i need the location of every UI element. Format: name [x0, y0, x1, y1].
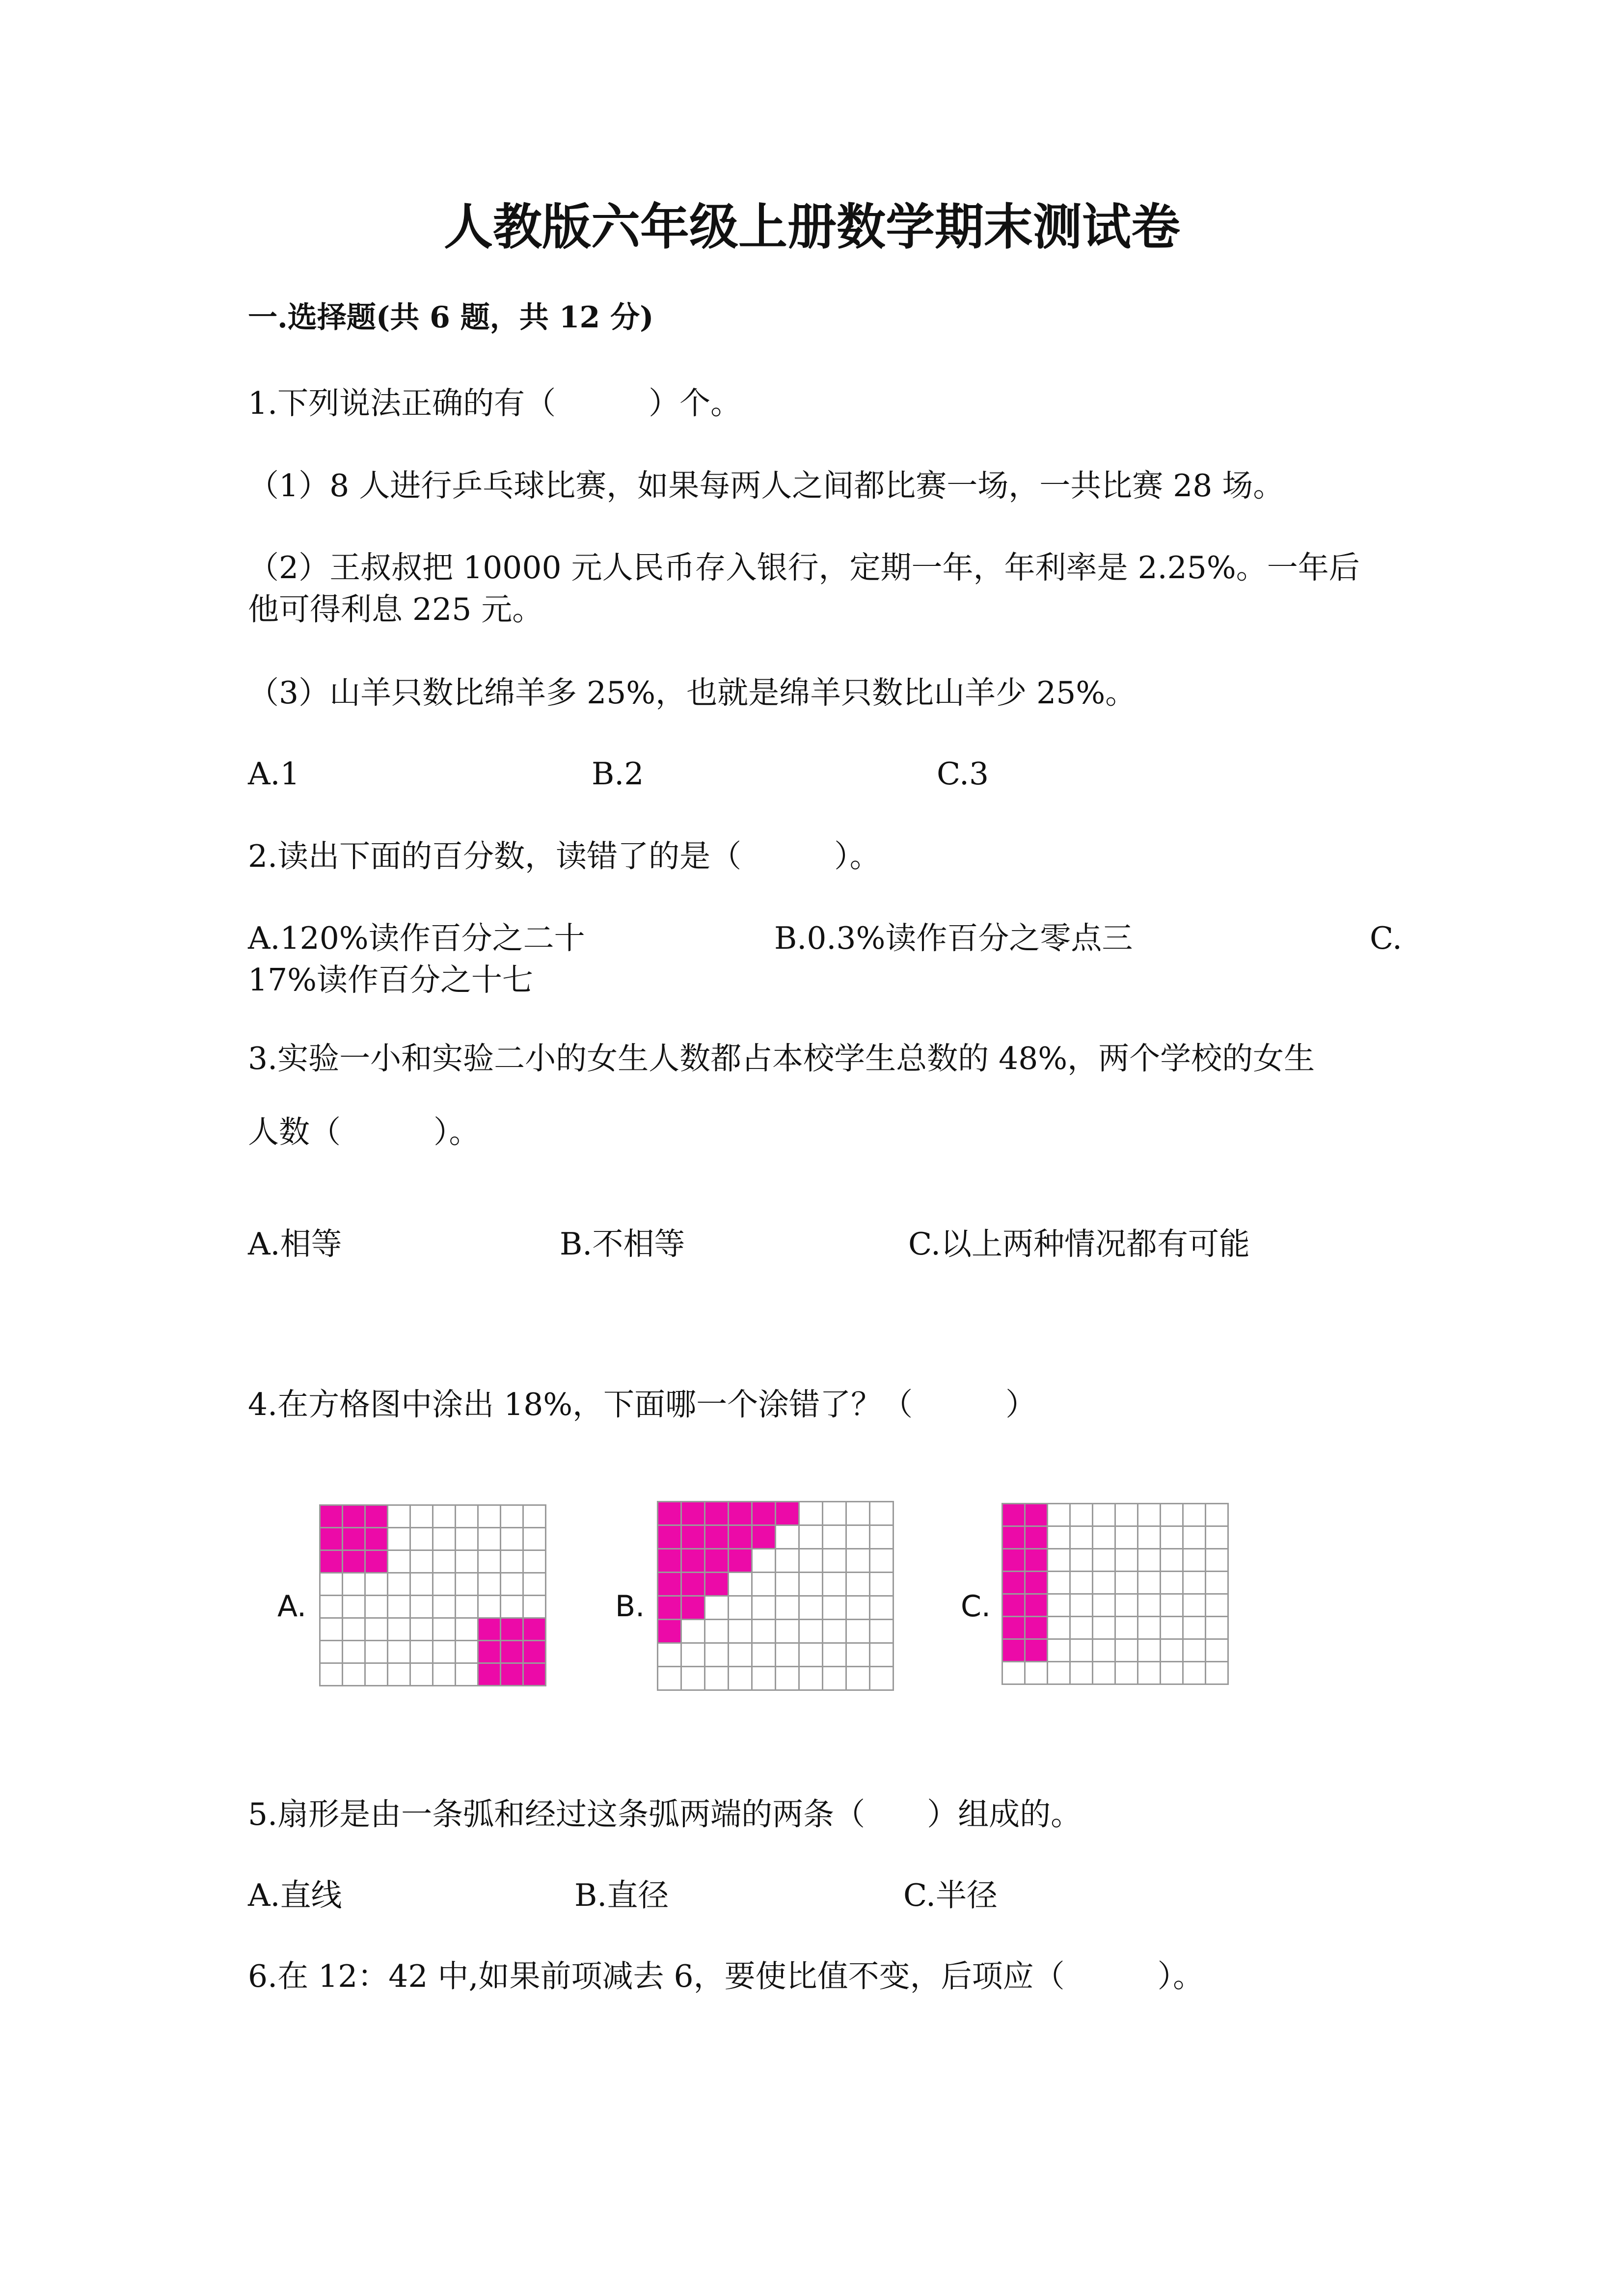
grid-cell-shaded	[1026, 1527, 1048, 1549]
q1-option-b: B.2	[592, 756, 644, 792]
grid-cell	[388, 1664, 411, 1686]
grid-cell	[501, 1596, 524, 1619]
grid-cell	[321, 1664, 343, 1686]
grid-cell-shaded	[479, 1664, 501, 1686]
grid-cell	[1116, 1617, 1138, 1640]
q3-option-b: B.不相等	[560, 1226, 685, 1262]
grid-cell	[1116, 1662, 1138, 1685]
grid-cell	[456, 1596, 479, 1619]
grid-cell	[823, 1620, 847, 1644]
grid-cell	[753, 1644, 776, 1667]
grid-cell	[388, 1551, 411, 1574]
grid-cell	[729, 1573, 753, 1597]
grid-cell	[1184, 1662, 1206, 1685]
grid-cell	[1116, 1595, 1138, 1617]
grid-cell	[524, 1506, 546, 1528]
grid-cell	[524, 1574, 546, 1596]
grid-cell	[1071, 1662, 1093, 1685]
grid-cell-shaded	[524, 1641, 546, 1664]
grid-cell	[870, 1644, 894, 1667]
grid-cell	[705, 1644, 729, 1667]
grid-cell	[1003, 1662, 1026, 1685]
grid-cell	[456, 1641, 479, 1664]
q3-stem: 3.实验一小和实验二小的女生人数都占本校学生总数的 48%，两个学校的女生	[248, 1041, 1315, 1076]
grid-cell	[1071, 1572, 1093, 1595]
grid-cell-shaded	[321, 1528, 343, 1551]
grid-cell	[800, 1526, 823, 1549]
grid-cell-shaded	[524, 1619, 546, 1641]
grid-cell	[1093, 1527, 1116, 1549]
grid-figure-c	[1001, 1503, 1229, 1685]
grid-cell-shaded	[1003, 1527, 1026, 1549]
grid-cell	[658, 1644, 682, 1667]
grid-cell	[1184, 1504, 1206, 1527]
grid-cell-shaded	[729, 1526, 753, 1549]
grid-cell	[411, 1506, 433, 1528]
grid-figure-a	[319, 1504, 546, 1686]
q2-option-a: A.120%读作百分之二十	[248, 920, 585, 956]
grid-cell	[729, 1644, 753, 1667]
grid-cell	[705, 1620, 729, 1644]
grid-cell	[1138, 1572, 1161, 1595]
grid-cell	[456, 1551, 479, 1574]
grid-cell-shaded	[479, 1619, 501, 1641]
q1-statement-2: （2）王叔叔把 10000 元人民币存入银行，定期一年，年利率是 2.25%。一年后	[248, 550, 1360, 586]
grid-cell	[1206, 1640, 1229, 1662]
grid-cell	[1071, 1640, 1093, 1662]
grid-cell	[1048, 1504, 1071, 1527]
grid-cell	[366, 1641, 388, 1664]
grid-cell	[729, 1667, 753, 1691]
grid-b-label: B.	[615, 1589, 645, 1624]
grid-cell	[776, 1526, 800, 1549]
grid-cell	[847, 1620, 870, 1644]
grid-cell-shaded	[501, 1641, 524, 1664]
grid-cell	[800, 1573, 823, 1597]
grid-cell	[682, 1667, 705, 1691]
grid-cell	[1048, 1640, 1071, 1662]
grid-cell	[800, 1549, 823, 1573]
grid-cell-shaded	[1026, 1572, 1048, 1595]
grid-cell	[1206, 1595, 1229, 1617]
grid-cell-shaded	[658, 1502, 682, 1526]
grid-cell	[823, 1549, 847, 1573]
q1-statement-3: （3）山羊只数比绵羊多 25%，也就是绵羊只数比山羊少 25%。	[248, 675, 1137, 711]
grid-cell	[870, 1526, 894, 1549]
grid-cell	[1071, 1617, 1093, 1640]
grid-cell-shaded	[343, 1528, 366, 1551]
grid-cell-shaded	[366, 1506, 388, 1528]
grid-cell	[1093, 1617, 1116, 1640]
grid-cell	[776, 1620, 800, 1644]
grid-cell	[1206, 1527, 1229, 1549]
grid-cell	[823, 1573, 847, 1597]
grid-cell	[456, 1664, 479, 1686]
grid-cell-shaded	[682, 1526, 705, 1549]
grid-cell-shaded	[705, 1573, 729, 1597]
grid-cell	[1093, 1662, 1116, 1685]
grid-cell	[1206, 1572, 1229, 1595]
grid-cell	[433, 1574, 456, 1596]
grid-cell	[343, 1596, 366, 1619]
grid-cell	[729, 1620, 753, 1644]
grid-cell-shaded	[705, 1502, 729, 1526]
grid-cell	[1116, 1572, 1138, 1595]
grid-cell	[1206, 1504, 1229, 1527]
grid-cell	[776, 1597, 800, 1620]
grid-cell	[343, 1641, 366, 1664]
grid-cell	[366, 1664, 388, 1686]
grid-cell	[1184, 1595, 1206, 1617]
grid-cell	[1206, 1549, 1229, 1572]
grid-cell	[1161, 1617, 1184, 1640]
grid-cell	[800, 1644, 823, 1667]
grid-cell	[456, 1574, 479, 1596]
grid-cell-shaded	[1003, 1572, 1026, 1595]
grid-cell	[433, 1596, 456, 1619]
grid-cell-shaded	[501, 1619, 524, 1641]
q4-stem: 4.在方格图中涂出 18%，下面哪一个涂错了？（ ）	[248, 1387, 1037, 1422]
grid-cell	[847, 1526, 870, 1549]
section-heading: 一.选择题(共 6 题，共 12 分)	[248, 300, 654, 335]
grid-a-label: A.	[277, 1589, 307, 1624]
grid-cell	[1138, 1549, 1161, 1572]
grid-cell	[343, 1664, 366, 1686]
grid-cell	[800, 1502, 823, 1526]
grid-cell	[705, 1597, 729, 1620]
grid-cell	[1184, 1617, 1206, 1640]
grid-cell	[1071, 1549, 1093, 1572]
grid-cell	[658, 1667, 682, 1691]
grid-cell	[753, 1597, 776, 1620]
grid-cell-shaded	[479, 1641, 501, 1664]
grid-cell	[1116, 1504, 1138, 1527]
grid-cell	[1048, 1662, 1071, 1685]
grid-cell-shaded	[729, 1549, 753, 1573]
q2-stem: 2.读出下面的百分数，读错了的是（ ）。	[248, 838, 881, 874]
grid-cell	[479, 1506, 501, 1528]
grid-cell	[776, 1573, 800, 1597]
grid-cell	[800, 1620, 823, 1644]
grid-cell	[1161, 1662, 1184, 1685]
grid-cell	[1048, 1527, 1071, 1549]
grid-cell	[870, 1549, 894, 1573]
grid-cell	[800, 1667, 823, 1691]
grid-cell	[1116, 1640, 1138, 1662]
grid-cell	[682, 1644, 705, 1667]
grid-cell-shaded	[524, 1664, 546, 1686]
grid-cell	[343, 1619, 366, 1641]
q1-option-c: C.3	[937, 756, 989, 792]
grid-cell	[1161, 1527, 1184, 1549]
grid-cell-shaded	[343, 1506, 366, 1528]
grid-cell	[433, 1664, 456, 1686]
grid-cell-shaded	[1003, 1595, 1026, 1617]
grid-cell	[456, 1619, 479, 1641]
grid-cell	[388, 1506, 411, 1528]
grid-cell	[847, 1502, 870, 1526]
grid-cell	[753, 1667, 776, 1691]
grid-cell-shaded	[658, 1526, 682, 1549]
grid-cell	[501, 1551, 524, 1574]
grid-cell-shaded	[682, 1573, 705, 1597]
q3-stem-cont: 人数（ ）。	[248, 1114, 480, 1150]
grid-cell	[1071, 1504, 1093, 1527]
q1-statement-2-cont: 他可得利息 225 元。	[248, 591, 543, 627]
grid-cell	[1048, 1572, 1071, 1595]
q2-option-c: C.	[1370, 920, 1402, 956]
grid-cell	[501, 1574, 524, 1596]
grid-cell-shaded	[1003, 1549, 1026, 1572]
grid-cell	[433, 1506, 456, 1528]
q3-option-c: C.以上两种情况都有可能	[908, 1226, 1250, 1262]
grid-cell	[456, 1506, 479, 1528]
grid-cell-shaded	[705, 1549, 729, 1573]
grid-cell	[388, 1574, 411, 1596]
grid-cell	[847, 1667, 870, 1691]
grid-cell	[433, 1528, 456, 1551]
grid-cell	[1161, 1504, 1184, 1527]
grid-cell-shaded	[682, 1502, 705, 1526]
grid-cell	[388, 1528, 411, 1551]
grid-cell	[1138, 1527, 1161, 1549]
grid-cell	[870, 1573, 894, 1597]
grid-cell	[1138, 1617, 1161, 1640]
grid-cell	[823, 1667, 847, 1691]
grid-cell	[1184, 1549, 1206, 1572]
grid-cell	[705, 1667, 729, 1691]
grid-cell	[524, 1596, 546, 1619]
grid-cell-shaded	[753, 1502, 776, 1526]
grid-cell	[411, 1596, 433, 1619]
grid-cell	[366, 1574, 388, 1596]
grid-cell	[823, 1502, 847, 1526]
grid-cell	[870, 1667, 894, 1691]
grid-cell	[1093, 1504, 1116, 1527]
grid-cell	[321, 1574, 343, 1596]
grid-cell-shaded	[501, 1664, 524, 1686]
grid-cell	[321, 1596, 343, 1619]
grid-cell	[388, 1619, 411, 1641]
q1-option-a: A.1	[248, 756, 300, 792]
grid-cell-shaded	[682, 1549, 705, 1573]
grid-cell	[1184, 1572, 1206, 1595]
grid-cell-shaded	[658, 1573, 682, 1597]
grid-cell-shaded	[776, 1502, 800, 1526]
grid-cell	[1116, 1549, 1138, 1572]
grid-cell	[366, 1619, 388, 1641]
grid-cell	[321, 1641, 343, 1664]
grid-cell	[776, 1644, 800, 1667]
grid-cell	[1093, 1572, 1116, 1595]
q5-option-a: A.直线	[248, 1877, 342, 1913]
grid-cell	[1138, 1640, 1161, 1662]
grid-cell	[1048, 1617, 1071, 1640]
grid-cell	[776, 1667, 800, 1691]
grid-cell-shaded	[1026, 1617, 1048, 1640]
grid-cell	[388, 1641, 411, 1664]
q6-stem: 6.在 12：42 中,如果前项减去 6，要使比值不变，后项应（ ）。	[248, 1958, 1204, 1994]
grid-cell	[1161, 1640, 1184, 1662]
q5-option-b: B.直径	[574, 1877, 669, 1913]
grid-cell	[1161, 1549, 1184, 1572]
grid-cell	[411, 1551, 433, 1574]
grid-cell	[1161, 1595, 1184, 1617]
grid-cell-shaded	[1003, 1617, 1026, 1640]
grid-cell	[433, 1551, 456, 1574]
grid-cell	[800, 1597, 823, 1620]
grid-cell	[1093, 1549, 1116, 1572]
grid-cell	[1138, 1662, 1161, 1685]
grid-cell	[847, 1644, 870, 1667]
q1-stem: 1.下列说法正确的有（ ）个。	[248, 385, 742, 421]
grid-cell	[847, 1549, 870, 1573]
q5-option-c: C.半径	[903, 1877, 998, 1913]
grid-cell	[823, 1526, 847, 1549]
grid-cell	[411, 1574, 433, 1596]
grid-cell	[1184, 1640, 1206, 1662]
grid-c-label: C.	[961, 1589, 991, 1624]
grid-cell	[1161, 1572, 1184, 1595]
grid-figure-b	[657, 1501, 894, 1691]
grid-cell-shaded	[366, 1528, 388, 1551]
q3-option-a: A.相等	[248, 1226, 342, 1262]
grid-cell	[1048, 1595, 1071, 1617]
grid-cell	[411, 1528, 433, 1551]
grid-cell	[1071, 1595, 1093, 1617]
grid-cell	[1093, 1595, 1116, 1617]
grid-cell	[479, 1551, 501, 1574]
grid-cell-shaded	[366, 1551, 388, 1574]
grid-cell	[388, 1596, 411, 1619]
grid-cell	[411, 1664, 433, 1686]
grid-cell-shaded	[705, 1526, 729, 1549]
grid-cell	[456, 1528, 479, 1551]
grid-cell	[1206, 1617, 1229, 1640]
grid-cell	[321, 1619, 343, 1641]
grid-cell-shaded	[1026, 1595, 1048, 1617]
grid-cell	[1071, 1527, 1093, 1549]
grid-cell	[433, 1619, 456, 1641]
grid-cell	[870, 1620, 894, 1644]
grid-cell	[479, 1574, 501, 1596]
grid-cell	[847, 1573, 870, 1597]
grid-cell	[1026, 1662, 1048, 1685]
grid-cell-shaded	[1026, 1640, 1048, 1662]
grid-cell	[479, 1528, 501, 1551]
grid-cell-shaded	[658, 1620, 682, 1644]
q2-option-b: B.0.3%读作百分之零点三	[774, 920, 1133, 956]
grid-cell	[870, 1502, 894, 1526]
grid-cell-shaded	[343, 1551, 366, 1574]
grid-cell-shaded	[1003, 1504, 1026, 1527]
grid-cell	[823, 1597, 847, 1620]
grid-cell	[524, 1528, 546, 1551]
q5-stem: 5.扇形是由一条弧和经过这条弧两端的两条（ ）组成的。	[248, 1796, 1082, 1832]
grid-cell	[366, 1596, 388, 1619]
grid-cell-shaded	[1003, 1640, 1026, 1662]
grid-cell	[753, 1620, 776, 1644]
grid-cell-shaded	[1026, 1549, 1048, 1572]
grid-cell	[1116, 1527, 1138, 1549]
grid-cell	[501, 1528, 524, 1551]
grid-cell-shaded	[1026, 1504, 1048, 1527]
grid-cell	[1138, 1504, 1161, 1527]
grid-cell	[870, 1597, 894, 1620]
grid-cell-shaded	[321, 1506, 343, 1528]
q1-statement-1: （1）8 人进行乒乓球比赛，如果每两人之间都比赛一场，一共比赛 28 场。	[248, 468, 1284, 504]
grid-cell	[1093, 1640, 1116, 1662]
grid-cell-shaded	[753, 1526, 776, 1549]
q2-option-c-cont: 17%读作百分之十七	[248, 962, 534, 998]
grid-cell-shaded	[658, 1597, 682, 1620]
page-title: 人教版六年级上册数学期末测试卷	[444, 198, 1180, 256]
grid-cell	[753, 1573, 776, 1597]
grid-cell	[411, 1641, 433, 1664]
grid-cell-shaded	[658, 1549, 682, 1573]
grid-cell	[1048, 1549, 1071, 1572]
grid-cell	[524, 1551, 546, 1574]
grid-cell	[776, 1549, 800, 1573]
grid-cell	[479, 1596, 501, 1619]
grid-cell-shaded	[729, 1502, 753, 1526]
grid-cell	[343, 1574, 366, 1596]
grid-cell	[753, 1549, 776, 1573]
grid-cell	[411, 1619, 433, 1641]
grid-cell-shaded	[682, 1597, 705, 1620]
grid-cell	[682, 1620, 705, 1644]
grid-cell	[501, 1506, 524, 1528]
grid-cell	[1206, 1662, 1229, 1685]
grid-cell	[433, 1641, 456, 1664]
grid-cell	[729, 1597, 753, 1620]
grid-cell-shaded	[321, 1551, 343, 1574]
grid-cell	[1138, 1595, 1161, 1617]
grid-cell	[847, 1597, 870, 1620]
grid-cell	[823, 1644, 847, 1667]
grid-cell	[1184, 1527, 1206, 1549]
